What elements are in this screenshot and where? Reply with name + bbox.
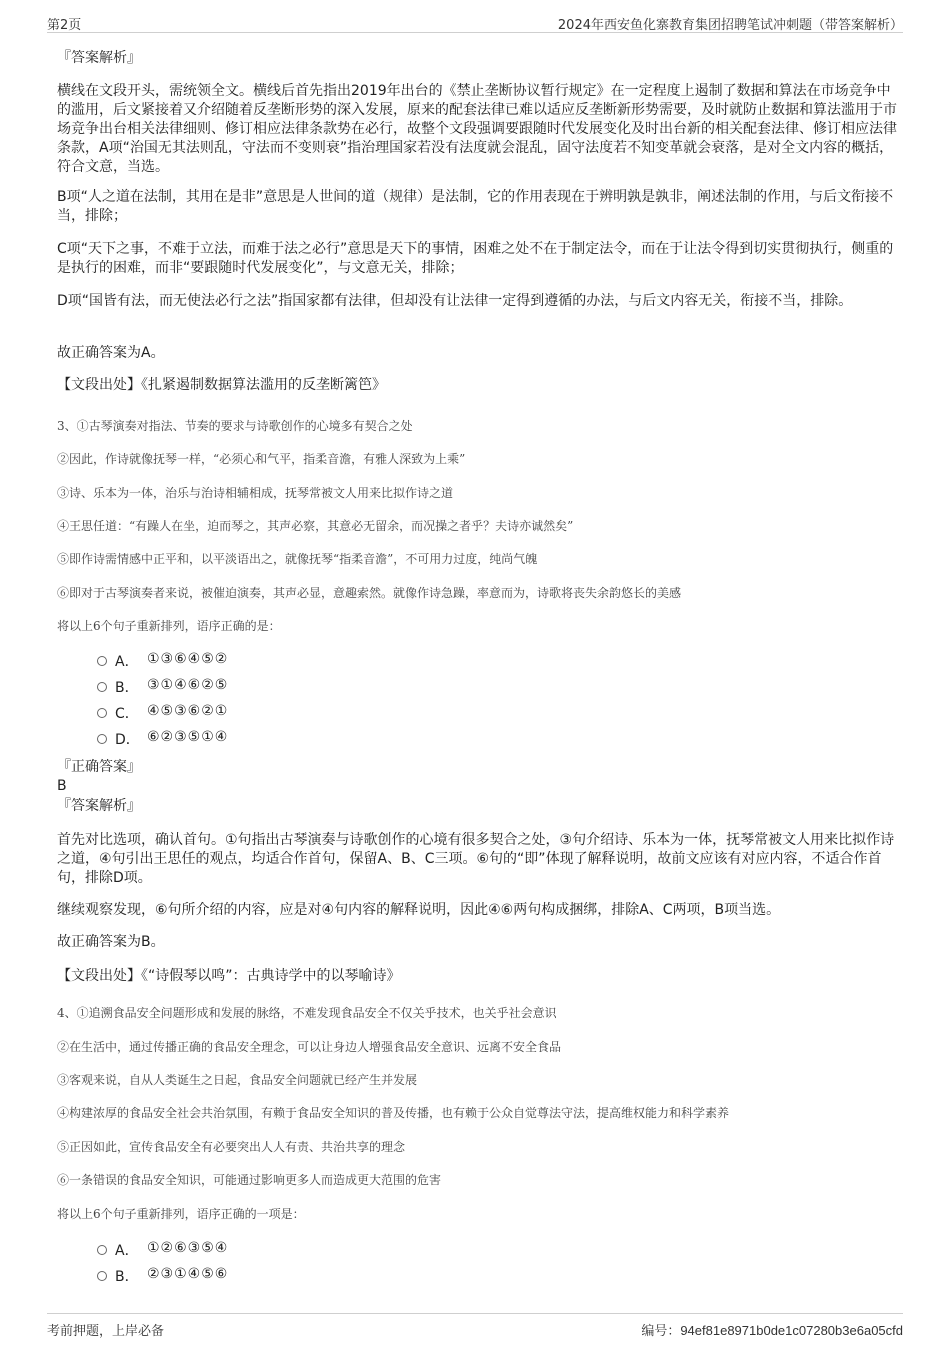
document-code-label: 编号： (641, 1324, 681, 1339)
q3-sentence-2: ②因此，作诗就像抚琴一样，“必须心和气平，指柔音澹，有雅人深致为上乘” (57, 452, 466, 466)
radio-icon[interactable] (97, 734, 107, 744)
q4-sentence-4: ④构建浓厚的食品安全社会共治氛围，有赖于食品安全知识的普及传播，也有赖于公众自觉尊法守法，提高维权能力和科学素养 (57, 1106, 730, 1120)
q3-sentence-3: ③诗、乐本为一体，治乐与治诗相辅相成，抚琴常被文人用来比拟作诗之道 (57, 486, 454, 500)
q2-analysis-paragraph-2: B项“人之道在法制，其用在是非”意思是人世间的道（规律）是法制，它的作用表现在于辨明孰是孰非，阐述法制的作用，与后文衔接不当，排除； (57, 189, 894, 224)
radio-icon[interactable] (97, 708, 107, 718)
radio-icon[interactable] (97, 682, 107, 692)
q3-sentence-1: 3、①古琴演奏对指法、节奏的要求与诗歌创作的心境多有契合之处 (57, 419, 413, 433)
q3-correct-answer: B (57, 778, 67, 794)
q3-analysis-paragraph-2: 继续观察发现，⑥句所介绍的内容，应是对④句内容的解释说明，因此④⑥两句构成捆绑，排除A、C两项，B项当选。 (57, 902, 781, 918)
q2-analysis-label: 『答案解析』 (57, 50, 141, 66)
q2-analysis-paragraph-4: D项“国皆有法，而无使法必行之法”指国家都有法律，但却没有让法律一定得到遵循的办法，与后文内容无关，衔接不当，排除。 (57, 293, 853, 309)
q3-sentence-4: ④王思任道：“有躁人在坐，迫而琴之，其声必察，其意必无留余，而况操之者乎？夫诗亦诚然矣” (57, 519, 574, 533)
document-code-value: 94ef81e8971b0de1c07280b3e6a05cfd (680, 1323, 903, 1338)
q4-sentence-3: ③客观来说，自从人类诞生之日起，食品安全问题就已经产生并发展 (57, 1073, 418, 1087)
q2-analysis-paragraph-1: 横线在文段开头，需统领全文。横线后首先指出2019年出台的《禁止垄断协议暂行规定》在一定程度上遏制了数据和算法在市场竞争中的滥用，后文紧接着又介绍随着反垄断形势的深入发展，原来的配套法律已难以适应反垄断新形势需要，及时就防止数据和算法滥用于市场竞争出台相关法律细则、修订相应法律条款势在必行，故整个文段强调要跟随时代发展变化及时出台新的相关配套法律、修订相应法律条款，A项“治国无其法则乱，守法而不变则衰”指治理国家若没有法度就会混乱，固守法度若不知变革就会衰落，是对全文内容的概括，符合文意，当选。 (57, 83, 897, 175)
q4-sentence-6: ⑥一条错误的食品安全知识，可能通过影响更多人而造成更大范围的危害 (57, 1173, 442, 1187)
q3-analysis-label: 『答案解析』 (57, 798, 141, 814)
q3-analysis-paragraph-1: 首先对比选项，确认首句。①句指出古琴演奏与诗歌创作的心境有很多契合之处，③句介绍诗、乐本为一体，抚琴常被文人用来比拟作诗之道，④句引出王思任的观点，均适合作首句，保留A、B、C三项。⑥句的“即”体现了解释说明，故前文应该有对应内容，不适合作首句，排除D项。 (57, 832, 895, 886)
q3-answer-conclusion: 故正确答案为B。 (57, 934, 165, 950)
q3-sentence-6: ⑥即对于古琴演奏者来说，被催迫演奏，其声必显，意趣索然。就像作诗急躁，率意而为，诗歌将丧失余韵悠长的美感 (57, 586, 682, 600)
q3-sentence-5: ⑤即作诗需情感中正平和，以平淡语出之，就像抚琴“指柔音澹”，不可用力过度，纯尚气魄 (57, 552, 538, 566)
page-header (47, 12, 903, 33)
q3-correct-answer-label: 『正确答案』 (57, 759, 141, 775)
radio-icon[interactable] (97, 656, 107, 666)
document-title: 2024年西安鱼化寨教育集团招聘笔试冲刺题（带答案解析） (557, 18, 903, 33)
q4-prompt: 将以上6个句子重新排列，语序正确的一项是： (57, 1207, 305, 1221)
q2-source: 【文段出处】《扎紧遏制数据算法滥用的反垄断篱笆》 (57, 377, 386, 393)
q4-sentence-1: 4、①追溯食品安全问题形成和发展的脉络，不难发现食品安全不仅关乎技术，也关乎社会意识 (57, 1006, 557, 1020)
radio-icon[interactable] (97, 1271, 107, 1281)
q2-analysis-paragraph-3: C项“天下之事，不难于立法，而难于法之必行”意思是天下的事情，困难之处不在于制定法令，而在于让法令得到切实贯彻执行，侧重的是执行的困难，而非“要跟随时代发展变化”，与文意无关，排除； (57, 241, 894, 276)
q3-source: 【文段出处】《“诗假琴以鸣”：古典诗学中的以琴喻诗》 (57, 968, 401, 984)
q3-prompt: 将以上6个句子重新排列，语序正确的是： (57, 619, 281, 633)
document-code (641, 1320, 903, 1339)
q4-sentence-2: ②在生活中，通过传播正确的食品安全理念，可以让身边人增强食品安全意识、远离不安全食品 (57, 1040, 562, 1054)
radio-icon[interactable] (97, 1245, 107, 1255)
page-footer (47, 1313, 903, 1340)
q2-answer-conclusion: 故正确答案为A。 (57, 345, 165, 361)
q4-sentence-5: ⑤正因如此，宣传食品安全有必要突出人人有责、共治共享的理念 (57, 1140, 406, 1154)
footer-slogan: 考前押题，上岸必备 (47, 1324, 165, 1339)
page-number: 第2页 (47, 18, 82, 33)
